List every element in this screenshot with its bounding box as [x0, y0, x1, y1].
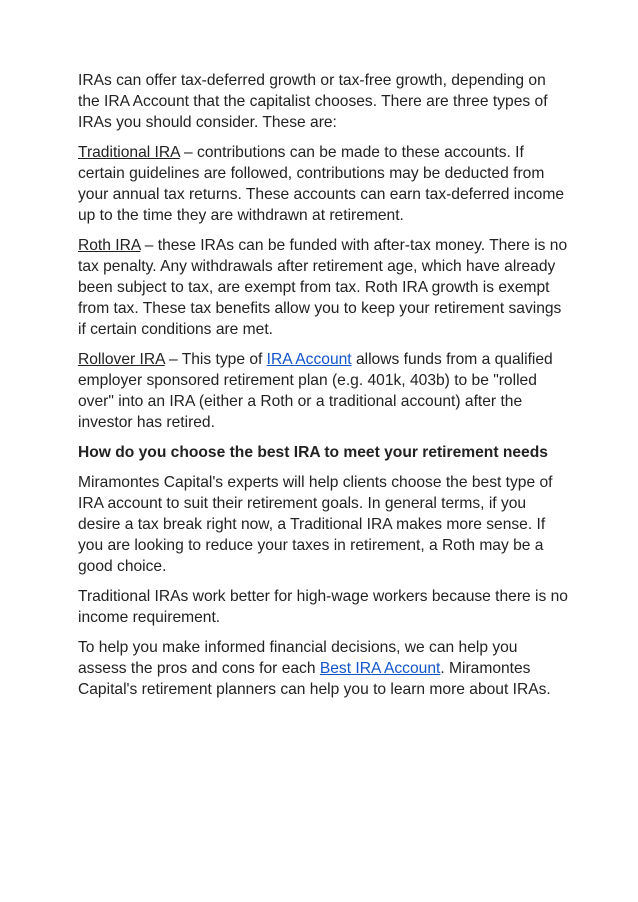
- closing-paragraph: [78, 637, 568, 700]
- traditional-ira-term: Traditional IRA: [78, 144, 180, 161]
- document-page: [78, 70, 568, 709]
- section-heading: How do you choose the best IRA to meet your retirement needs: [78, 444, 548, 461]
- rollover-ira-text-after: allows funds from a qualified employer sponsored retirement plan (e.g. 401k, 403b) to be "rolled over" into an IRA (either a Roth or a traditional account) after the investor has retired.: [78, 351, 553, 431]
- intro-paragraph: IRAs can offer tax-deferred growth or tax-free growth, depending on the IRA Account that the capitalist chooses. There are three types of IRAs you should consider. These are:: [78, 72, 548, 131]
- rollover-ira-term: Rollover IRA: [78, 351, 165, 368]
- experts-paragraph: Miramontes Capital's experts will help clients choose the best type of IRA account to suit their retirement goals. In general terms, if you desire a tax break right now, a Traditional IRA makes more sense. If you are looking to reduce your taxes in retirement, a Roth may be a good choice.: [78, 474, 553, 575]
- traditional-ira-text: – contributions can be made to these accounts. If certain guidelines are followed, contributions may be deducted from your annual tax returns. These accounts can earn tax-deferred income up to the time they are withdrawn at retirement.: [78, 144, 564, 224]
- ira-account-link[interactable]: IRA Account: [266, 351, 352, 368]
- rollover-ira-text-before: – This type of: [164, 351, 267, 368]
- roth-ira-text: – these IRAs can be funded with after-tax money. There is no tax penalty. Any withdrawals after retirement age, which have already been subject to tax, are exempt from tax. Roth IRA growth is exempt from tax. These tax benefits allow you to keep your retirement savings if certain conditions are met.: [78, 237, 568, 338]
- rollover-ira-paragraph: [78, 349, 568, 433]
- roth-ira-term: Roth IRA: [78, 237, 141, 254]
- traditional-workers-paragraph: Traditional IRAs work better for high-wage workers because there is no income requirement.: [78, 588, 568, 626]
- best-ira-account-link[interactable]: Best IRA Account: [319, 660, 441, 677]
- closing-text-after: . Miramontes Capital's retirement planners can help you to learn more about IRAs.: [78, 660, 551, 698]
- roth-ira-paragraph: [78, 235, 568, 340]
- traditional-ira-paragraph: [78, 142, 568, 226]
- closing-text-before: To help you make informed financial decisions, we can help you assess the pros and cons for each: [78, 639, 518, 677]
